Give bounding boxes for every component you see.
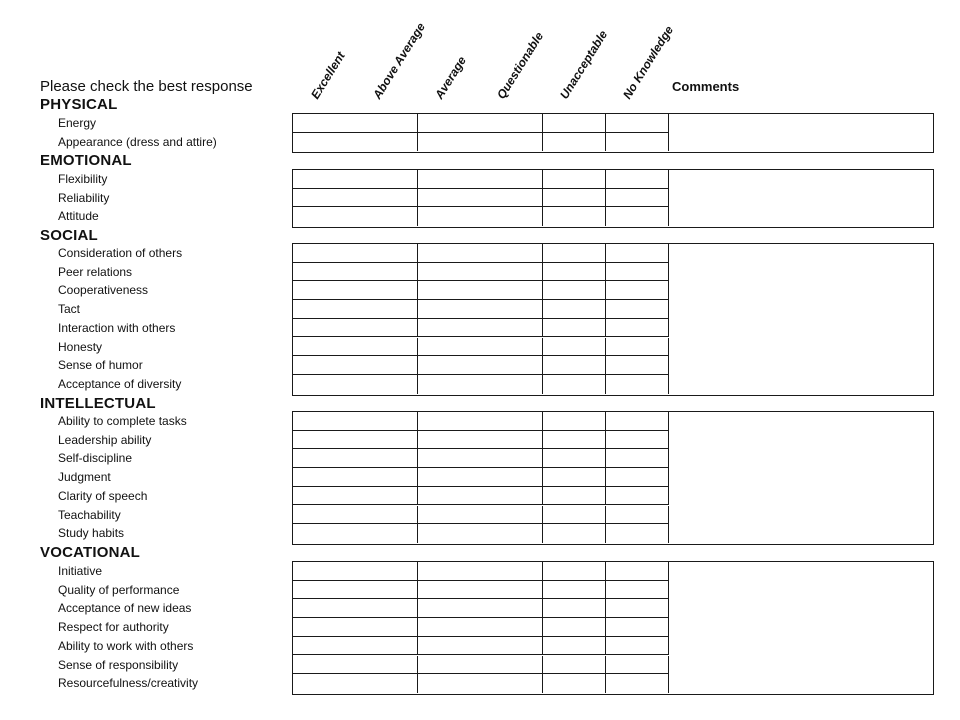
rating-checkbox-acceptance-of-new-ideas-excellent[interactable] <box>293 599 356 618</box>
rating-checkbox-ability-to-complete-tasks-average[interactable] <box>418 412 481 431</box>
rating-checkbox-energy-no-knowledge[interactable] <box>606 114 669 133</box>
rating-checkbox-interaction-with-others-average[interactable] <box>418 319 481 338</box>
item-label-resourcefulness-creativity: Resourcefulness/creativity <box>58 676 199 691</box>
rating-checkbox-attitude-average[interactable] <box>418 207 481 226</box>
comments-field-emotional[interactable] <box>669 170 933 227</box>
rating-checkbox-consideration-of-others-average[interactable] <box>418 244 481 263</box>
rating-checkbox-peer-relations-unacceptable[interactable] <box>543 263 606 282</box>
rating-checkbox-energy-unacceptable[interactable] <box>543 114 606 133</box>
rating-checkbox-respect-for-authority-no-knowledge[interactable] <box>606 618 669 637</box>
rating-checkbox-acceptance-of-diversity-questionable[interactable] <box>480 375 543 394</box>
rating-checkbox-reliability-above-average[interactable] <box>355 189 418 208</box>
column-header-unacceptable: Unacceptable <box>557 27 611 102</box>
rating-checkbox-sense-of-responsibility-above-average[interactable] <box>355 656 418 675</box>
rating-checkbox-initiative-unacceptable[interactable] <box>543 562 606 581</box>
rating-checkbox-reliability-unacceptable[interactable] <box>543 189 606 208</box>
column-header-excellent: Excellent <box>308 49 348 102</box>
rating-checkbox-sense-of-responsibility-excellent[interactable] <box>293 656 356 675</box>
rating-checkbox-quality-of-performance-excellent[interactable] <box>293 581 356 600</box>
rating-checkbox-consideration-of-others-excellent[interactable] <box>293 244 356 263</box>
rating-checkbox-acceptance-of-diversity-average[interactable] <box>418 375 481 394</box>
rating-checkbox-initiative-average[interactable] <box>418 562 481 581</box>
item-label-attitude: Attitude <box>58 209 99 224</box>
column-header-above-average: Above Average <box>370 20 428 102</box>
rating-checkbox-peer-relations-no-knowledge[interactable] <box>606 263 669 282</box>
item-label-honesty: Honesty <box>58 339 103 354</box>
rating-checkbox-clarity-of-speech-above-average[interactable] <box>355 487 418 506</box>
rating-checkbox-consideration-of-others-above-average[interactable] <box>355 244 418 263</box>
comments-field-intellectual[interactable] <box>669 412 933 544</box>
rating-checkbox-ability-to-complete-tasks-unacceptable[interactable] <box>543 412 606 431</box>
rating-checkbox-cooperativeness-no-knowledge[interactable] <box>606 281 669 300</box>
rating-checkbox-acceptance-of-diversity-unacceptable[interactable] <box>543 375 606 394</box>
rating-checkbox-energy-average[interactable] <box>418 114 481 133</box>
rating-checkbox-quality-of-performance-above-average[interactable] <box>355 581 418 600</box>
rating-checkbox-sense-of-responsibility-unacceptable[interactable] <box>543 656 606 675</box>
rating-checkbox-study-habits-unacceptable[interactable] <box>543 524 606 543</box>
rating-checkbox-honesty-average[interactable] <box>418 338 481 357</box>
rating-checkbox-reliability-average[interactable] <box>418 189 481 208</box>
rating-checkbox-honesty-questionable[interactable] <box>480 338 543 357</box>
item-label-ability-to-work-with-others: Ability to work with others <box>58 638 194 653</box>
rating-checkbox-appearance-dress-and-attire-questionable[interactable] <box>480 133 543 152</box>
rating-checkbox-peer-relations-excellent[interactable] <box>293 263 356 282</box>
rating-checkbox-leadership-ability-average[interactable] <box>418 431 481 450</box>
item-label-teachability: Teachability <box>58 507 121 522</box>
rating-checkbox-resourcefulness-creativity-no-knowledge[interactable] <box>606 674 669 693</box>
rating-checkbox-study-habits-excellent[interactable] <box>293 524 356 543</box>
rating-checkbox-flexibility-excellent[interactable] <box>293 170 356 189</box>
rating-checkbox-energy-excellent[interactable] <box>293 114 356 133</box>
rating-checkbox-judgment-no-knowledge[interactable] <box>606 468 669 487</box>
rating-checkbox-honesty-unacceptable[interactable] <box>543 338 606 357</box>
rating-checkbox-judgment-above-average[interactable] <box>355 468 418 487</box>
rating-checkbox-sense-of-responsibility-average[interactable] <box>418 656 481 675</box>
rating-checkbox-acceptance-of-new-ideas-no-knowledge[interactable] <box>606 599 669 618</box>
item-label-acceptance-of-diversity: Acceptance of diversity <box>58 376 182 391</box>
rating-checkbox-ability-to-work-with-others-excellent[interactable] <box>293 637 356 656</box>
rating-checkbox-teachability-average[interactable] <box>418 506 481 525</box>
rating-checkbox-energy-above-average[interactable] <box>355 114 418 133</box>
item-label-sense-of-humor: Sense of humor <box>58 358 143 373</box>
rating-checkbox-flexibility-no-knowledge[interactable] <box>606 170 669 189</box>
rating-checkbox-teachability-no-knowledge[interactable] <box>606 506 669 525</box>
item-label-quality-of-performance: Quality of performance <box>58 582 180 597</box>
rating-checkbox-leadership-ability-no-knowledge[interactable] <box>606 431 669 450</box>
item-label-clarity-of-speech: Clarity of speech <box>58 488 148 503</box>
item-label-study-habits: Study habits <box>58 526 125 541</box>
rating-checkbox-respect-for-authority-average[interactable] <box>418 618 481 637</box>
comments-field-physical[interactable] <box>669 114 933 152</box>
rating-checkbox-honesty-excellent[interactable] <box>293 338 356 357</box>
rating-checkbox-ability-to-work-with-others-average[interactable] <box>418 637 481 656</box>
rating-checkbox-attitude-excellent[interactable] <box>293 207 356 226</box>
rating-checkbox-sense-of-humor-above-average[interactable] <box>355 356 418 375</box>
rating-checkbox-study-habits-above-average[interactable] <box>355 524 418 543</box>
rating-checkbox-acceptance-of-diversity-excellent[interactable] <box>293 375 356 394</box>
rating-checkbox-clarity-of-speech-no-knowledge[interactable] <box>606 487 669 506</box>
rating-checkbox-self-discipline-excellent[interactable] <box>293 449 356 468</box>
rating-checkbox-ability-to-complete-tasks-above-average[interactable] <box>355 412 418 431</box>
rating-checkbox-acceptance-of-new-ideas-unacceptable[interactable] <box>543 599 606 618</box>
rating-checkbox-appearance-dress-and-attire-no-knowledge[interactable] <box>606 133 669 152</box>
rating-checkbox-ability-to-work-with-others-no-knowledge[interactable] <box>606 637 669 656</box>
item-label-respect-for-authority: Respect for authority <box>58 620 169 635</box>
rating-checkbox-resourcefulness-creativity-excellent[interactable] <box>293 674 356 693</box>
rating-checkbox-cooperativeness-questionable[interactable] <box>480 281 543 300</box>
section-title-physical: PHYSICAL <box>40 96 118 113</box>
rating-checkbox-leadership-ability-excellent[interactable] <box>293 431 356 450</box>
item-label-interaction-with-others: Interaction with others <box>58 320 176 335</box>
rating-checkbox-acceptance-of-new-ideas-above-average[interactable] <box>355 599 418 618</box>
rating-checkbox-clarity-of-speech-unacceptable[interactable] <box>543 487 606 506</box>
rating-checkbox-resourcefulness-creativity-above-average[interactable] <box>355 674 418 693</box>
rating-checkbox-ability-to-complete-tasks-questionable[interactable] <box>480 412 543 431</box>
rating-checkbox-ability-to-work-with-others-questionable[interactable] <box>480 637 543 656</box>
rating-checkbox-initiative-no-knowledge[interactable] <box>606 562 669 581</box>
rating-checkbox-leadership-ability-questionable[interactable] <box>480 431 543 450</box>
comments-field-vocational[interactable] <box>669 562 933 694</box>
column-header-no-knowledge: No Knowledge <box>620 23 677 102</box>
rating-checkbox-flexibility-unacceptable[interactable] <box>543 170 606 189</box>
rating-checkbox-leadership-ability-above-average[interactable] <box>355 431 418 450</box>
column-header-average: Average <box>432 53 469 102</box>
rating-checkbox-interaction-with-others-above-average[interactable] <box>355 319 418 338</box>
item-label-energy: Energy <box>58 116 97 130</box>
item-label-initiative: Initiative <box>58 564 103 578</box>
rating-checkbox-resourcefulness-creativity-unacceptable[interactable] <box>543 674 606 693</box>
rating-checkbox-tact-no-knowledge[interactable] <box>606 300 669 319</box>
rating-checkbox-clarity-of-speech-questionable[interactable] <box>480 487 543 506</box>
rating-checkbox-peer-relations-above-average[interactable] <box>355 263 418 282</box>
comments-field-social[interactable] <box>669 244 933 395</box>
comments-column-header: Comments <box>672 79 740 94</box>
rating-checkbox-reliability-questionable[interactable] <box>480 189 543 208</box>
rating-checkbox-attitude-no-knowledge[interactable] <box>606 207 669 226</box>
column-header-questionable: Questionable <box>494 29 547 102</box>
rating-checkbox-peer-relations-average[interactable] <box>418 263 481 282</box>
rating-checkbox-respect-for-authority-excellent[interactable] <box>293 618 356 637</box>
rating-checkbox-appearance-dress-and-attire-above-average[interactable] <box>355 133 418 152</box>
rating-grid-emotional <box>292 169 934 228</box>
rating-checkbox-sense-of-humor-unacceptable[interactable] <box>543 356 606 375</box>
rating-grid-physical <box>292 113 934 153</box>
rating-checkbox-consideration-of-others-unacceptable[interactable] <box>543 244 606 263</box>
rating-checkbox-acceptance-of-new-ideas-questionable[interactable] <box>480 599 543 618</box>
rating-checkbox-attitude-above-average[interactable] <box>355 207 418 226</box>
rating-checkbox-resourcefulness-creativity-questionable[interactable] <box>480 674 543 693</box>
rating-checkbox-self-discipline-unacceptable[interactable] <box>543 449 606 468</box>
rating-checkbox-teachability-questionable[interactable] <box>480 506 543 525</box>
rating-checkbox-tact-unacceptable[interactable] <box>543 300 606 319</box>
rating-checkbox-interaction-with-others-excellent[interactable] <box>293 319 356 338</box>
rating-checkbox-cooperativeness-unacceptable[interactable] <box>543 281 606 300</box>
rating-checkbox-appearance-dress-and-attire-average[interactable] <box>418 133 481 152</box>
rating-checkbox-tact-average[interactable] <box>418 300 481 319</box>
rating-checkbox-respect-for-authority-above-average[interactable] <box>355 618 418 637</box>
rating-checkbox-attitude-unacceptable[interactable] <box>543 207 606 226</box>
item-label-acceptance-of-new-ideas: Acceptance of new ideas <box>58 601 192 616</box>
rating-checkbox-sense-of-responsibility-questionable[interactable] <box>480 656 543 675</box>
item-label-appearance-dress-and-attire: Appearance (dress and attire) <box>58 134 217 149</box>
rating-checkbox-consideration-of-others-no-knowledge[interactable] <box>606 244 669 263</box>
rating-checkbox-self-discipline-above-average[interactable] <box>355 449 418 468</box>
rating-checkbox-cooperativeness-average[interactable] <box>418 281 481 300</box>
rating-checkbox-attitude-questionable[interactable] <box>480 207 543 226</box>
rating-checkbox-study-habits-questionable[interactable] <box>480 524 543 543</box>
rating-checkbox-sense-of-humor-average[interactable] <box>418 356 481 375</box>
item-label-leadership-ability: Leadership ability <box>58 432 152 447</box>
rating-checkbox-sense-of-humor-excellent[interactable] <box>293 356 356 375</box>
rating-checkbox-ability-to-work-with-others-unacceptable[interactable] <box>543 637 606 656</box>
rating-checkbox-ability-to-complete-tasks-no-knowledge[interactable] <box>606 412 669 431</box>
rating-checkbox-ability-to-work-with-others-above-average[interactable] <box>355 637 418 656</box>
rating-checkbox-initiative-questionable[interactable] <box>480 562 543 581</box>
item-label-sense-of-responsibility: Sense of responsibility <box>58 657 179 672</box>
rating-checkbox-quality-of-performance-average[interactable] <box>418 581 481 600</box>
rating-checkbox-quality-of-performance-unacceptable[interactable] <box>543 581 606 600</box>
item-label-peer-relations: Peer relations <box>58 264 133 279</box>
rating-checkbox-interaction-with-others-no-knowledge[interactable] <box>606 319 669 338</box>
rating-checkbox-leadership-ability-unacceptable[interactable] <box>543 431 606 450</box>
rating-checkbox-clarity-of-speech-average[interactable] <box>418 487 481 506</box>
rating-checkbox-self-discipline-questionable[interactable] <box>480 449 543 468</box>
rating-checkbox-sense-of-humor-questionable[interactable] <box>480 356 543 375</box>
rating-checkbox-respect-for-authority-questionable[interactable] <box>480 618 543 637</box>
rating-checkbox-respect-for-authority-unacceptable[interactable] <box>543 618 606 637</box>
item-label-consideration-of-others: Consideration of others <box>58 246 183 260</box>
rating-checkbox-self-discipline-no-knowledge[interactable] <box>606 449 669 468</box>
rating-grid-intellectual <box>292 411 934 545</box>
section-title-vocational: VOCATIONAL <box>40 544 141 561</box>
rating-checkbox-sense-of-responsibility-no-knowledge[interactable] <box>606 656 669 675</box>
rating-checkbox-appearance-dress-and-attire-unacceptable[interactable] <box>543 133 606 152</box>
rating-checkbox-tact-questionable[interactable] <box>480 300 543 319</box>
rating-checkbox-teachability-above-average[interactable] <box>355 506 418 525</box>
section-title-emotional: EMOTIONAL <box>40 152 132 169</box>
rating-checkbox-flexibility-questionable[interactable] <box>480 170 543 189</box>
item-label-ability-to-complete-tasks: Ability to complete tasks <box>58 414 187 428</box>
rating-checkbox-cooperativeness-above-average[interactable] <box>355 281 418 300</box>
item-label-judgment: Judgment <box>58 470 111 485</box>
rating-checkbox-clarity-of-speech-excellent[interactable] <box>293 487 356 506</box>
rating-checkbox-honesty-above-average[interactable] <box>355 338 418 357</box>
rating-checkbox-teachability-unacceptable[interactable] <box>543 506 606 525</box>
rating-checkbox-consideration-of-others-questionable[interactable] <box>480 244 543 263</box>
rating-checkbox-judgment-excellent[interactable] <box>293 468 356 487</box>
rating-checkbox-study-habits-no-knowledge[interactable] <box>606 524 669 543</box>
item-label-reliability: Reliability <box>58 190 110 205</box>
rating-checkbox-sense-of-humor-no-knowledge[interactable] <box>606 356 669 375</box>
rating-checkbox-initiative-excellent[interactable] <box>293 562 356 581</box>
item-label-cooperativeness: Cooperativeness <box>58 283 149 298</box>
rating-checkbox-reliability-no-knowledge[interactable] <box>606 189 669 208</box>
rating-checkbox-judgment-unacceptable[interactable] <box>543 468 606 487</box>
rating-checkbox-flexibility-average[interactable] <box>418 170 481 189</box>
rating-checkbox-study-habits-average[interactable] <box>418 524 481 543</box>
rating-checkbox-honesty-no-knowledge[interactable] <box>606 338 669 357</box>
item-label-tact: Tact <box>58 302 81 317</box>
rating-checkbox-tact-above-average[interactable] <box>355 300 418 319</box>
rating-checkbox-peer-relations-questionable[interactable] <box>480 263 543 282</box>
rating-checkbox-interaction-with-others-unacceptable[interactable] <box>543 319 606 338</box>
rating-checkbox-initiative-above-average[interactable] <box>355 562 418 581</box>
rating-checkbox-judgment-average[interactable] <box>418 468 481 487</box>
rating-checkbox-resourcefulness-creativity-average[interactable] <box>418 674 481 693</box>
rating-checkbox-teachability-excellent[interactable] <box>293 506 356 525</box>
rating-checkbox-cooperativeness-excellent[interactable] <box>293 281 356 300</box>
rating-checkbox-reliability-excellent[interactable] <box>293 189 356 208</box>
rating-grid-vocational <box>292 561 934 695</box>
rating-checkbox-flexibility-above-average[interactable] <box>355 170 418 189</box>
rating-checkbox-acceptance-of-diversity-above-average[interactable] <box>355 375 418 394</box>
rating-checkbox-judgment-questionable[interactable] <box>480 468 543 487</box>
rating-checkbox-self-discipline-average[interactable] <box>418 449 481 468</box>
rating-checkbox-tact-excellent[interactable] <box>293 300 356 319</box>
item-label-flexibility: Flexibility <box>58 172 108 186</box>
rating-checkbox-acceptance-of-new-ideas-average[interactable] <box>418 599 481 618</box>
rating-checkbox-energy-questionable[interactable] <box>480 114 543 133</box>
rating-checkbox-quality-of-performance-questionable[interactable] <box>480 581 543 600</box>
section-title-intellectual: INTELLECTUAL <box>40 395 156 412</box>
instructions-text: Please check the best response <box>40 78 253 95</box>
rating-checkbox-quality-of-performance-no-knowledge[interactable] <box>606 581 669 600</box>
item-label-self-discipline: Self-discipline <box>58 451 133 466</box>
rating-checkbox-acceptance-of-diversity-no-knowledge[interactable] <box>606 375 669 394</box>
rating-checkbox-ability-to-complete-tasks-excellent[interactable] <box>293 412 356 431</box>
section-title-social: SOCIAL <box>40 227 98 244</box>
rating-checkbox-interaction-with-others-questionable[interactable] <box>480 319 543 338</box>
rating-checkbox-appearance-dress-and-attire-excellent[interactable] <box>293 133 356 152</box>
rating-grid-social <box>292 243 934 396</box>
